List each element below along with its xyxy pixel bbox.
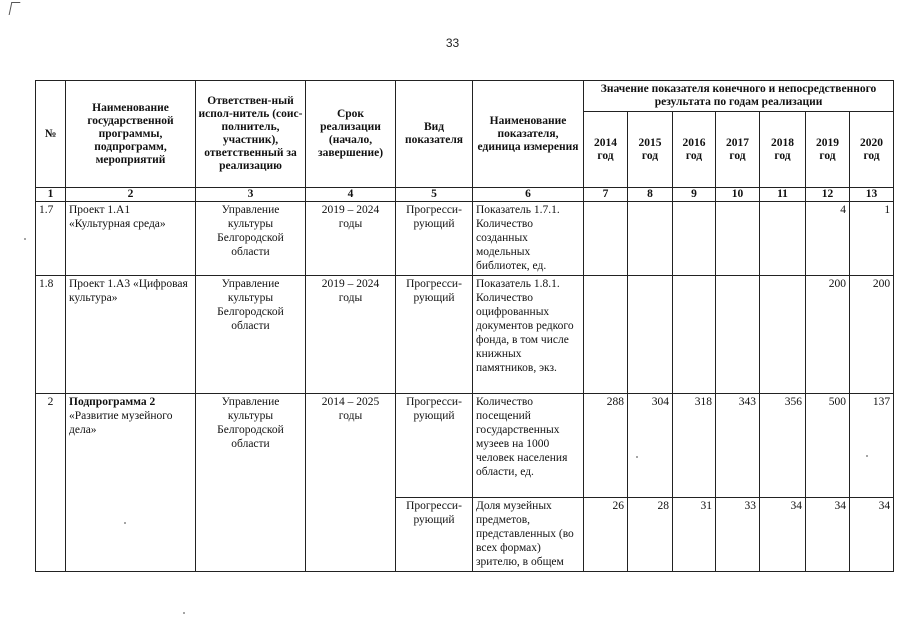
row-executor: Управление культуры Белгородской области xyxy=(196,276,306,394)
value-2014: 288 xyxy=(584,394,628,498)
value-2015 xyxy=(628,202,673,276)
header-col-type: Вид показателя xyxy=(396,81,473,188)
row-indicator-type: Прогресси-рующий xyxy=(396,276,473,394)
value-2015: 304 xyxy=(628,394,673,498)
table-row xyxy=(36,276,894,394)
header-year-2020: 2020 год xyxy=(850,112,894,188)
value-2014 xyxy=(584,202,628,276)
column-number: 7 xyxy=(584,188,628,202)
header-year-2014: 2014 год xyxy=(584,112,628,188)
value-2018 xyxy=(760,202,806,276)
value-2017 xyxy=(716,276,760,394)
scan-speck xyxy=(24,238,26,240)
page-number: 33 xyxy=(445,36,460,50)
row-name: Проект 1.А1 «Культурная среда» xyxy=(66,202,196,276)
header-col-name: Наименование государственной программы, подпрограмм, мероприятий xyxy=(66,81,196,188)
row-term: 2014 – 2025 годы xyxy=(306,394,396,572)
column-number: 9 xyxy=(673,188,716,202)
header-year-2019: 2019 год xyxy=(806,112,850,188)
header-year-2017: 2017 год xyxy=(716,112,760,188)
value-2016: 318 xyxy=(673,394,716,498)
column-number: 1 xyxy=(36,188,66,202)
corner-scan-mark xyxy=(9,2,21,15)
header-year-2015: 2015 год xyxy=(628,112,673,188)
column-number: 5 xyxy=(396,188,473,202)
header-col-no: № xyxy=(36,81,66,188)
column-number: 8 xyxy=(628,188,673,202)
column-number: 3 xyxy=(196,188,306,202)
value-2020: 200 xyxy=(850,276,894,394)
row-number: 2 xyxy=(36,394,66,572)
row-executor: Управление культуры Белгородской области xyxy=(196,202,306,276)
row-executor: Управление культуры Белгородской области xyxy=(196,394,306,572)
row-indicator-type: Прогресси-рующий xyxy=(396,498,473,572)
table-row xyxy=(36,202,894,276)
header-col-exec: Ответствен-ный испол-нитель (соис-полнитель, участник), ответственный за реализацию xyxy=(196,81,306,188)
value-2020: 34 xyxy=(850,498,894,572)
scan-speck xyxy=(124,522,126,524)
scan-speck xyxy=(183,612,185,614)
header-col-indicator: Наименование показателя, единица измерения xyxy=(473,81,584,188)
row-indicator-name: Показатель 1.7.1. Количество созданных модельных библиотек, ед. xyxy=(473,202,584,276)
column-number: 2 xyxy=(66,188,196,202)
row-indicator-name: Показатель 1.8.1. Количество оцифрованных документов редкого фонда, в том числе книжных памятников, экз. xyxy=(473,276,584,394)
value-2015: 28 xyxy=(628,498,673,572)
table-row xyxy=(36,394,894,498)
header-row-top xyxy=(36,81,894,112)
value-2019: 4 xyxy=(806,202,850,276)
value-2018: 356 xyxy=(760,394,806,498)
scan-speck xyxy=(636,456,638,458)
column-number: 6 xyxy=(473,188,584,202)
row-indicator-type: Прогресси-рующий xyxy=(396,202,473,276)
header-year-2018: 2018 год xyxy=(760,112,806,188)
value-2016: 31 xyxy=(673,498,716,572)
value-2019: 34 xyxy=(806,498,850,572)
row-term: 2019 – 2024 годы xyxy=(306,276,396,394)
value-2017 xyxy=(716,202,760,276)
value-2017: 343 xyxy=(716,394,760,498)
column-number: 12 xyxy=(806,188,850,202)
value-2014: 26 xyxy=(584,498,628,572)
row-indicator-name: Количество посещений государственных музеев на 1000 человек населения области, ед. xyxy=(473,394,584,498)
row-name xyxy=(66,394,196,572)
value-2019: 200 xyxy=(806,276,850,394)
value-2019: 500 xyxy=(806,394,850,498)
value-2017: 33 xyxy=(716,498,760,572)
row-term: 2019 – 2024 годы xyxy=(306,202,396,276)
header-col-term: Срок реализации (начало, завершение) xyxy=(306,81,396,188)
value-2015 xyxy=(628,276,673,394)
row-number: 1.7 xyxy=(36,202,66,276)
scan-speck xyxy=(866,455,868,457)
row-indicator-type: Прогресси-рующий xyxy=(396,394,473,498)
value-2018 xyxy=(760,276,806,394)
subprogram-subtitle: «Развитие музейного дела» xyxy=(69,410,173,436)
row-number: 1.8 xyxy=(36,276,66,394)
value-2020: 1 xyxy=(850,202,894,276)
column-number: 11 xyxy=(760,188,806,202)
column-number: 4 xyxy=(306,188,396,202)
header-values-group: Значение показателя конечного и непосредственного результата по годам реализации xyxy=(584,81,894,112)
value-2018: 34 xyxy=(760,498,806,572)
subprogram-title: Подпрограмма 2 xyxy=(69,396,156,408)
header-year-2016: 2016 год xyxy=(673,112,716,188)
indicator-table xyxy=(35,80,894,572)
row-name: Проект 1.А3 «Цифровая культура» xyxy=(66,276,196,394)
value-2014 xyxy=(584,276,628,394)
column-number: 13 xyxy=(850,188,894,202)
value-2020: 137 xyxy=(850,394,894,498)
row-indicator-name: Доля музейных предметов, представленных (во всех формах) зрителю, в общем xyxy=(473,498,584,572)
value-2016 xyxy=(673,202,716,276)
value-2016 xyxy=(673,276,716,394)
column-number-row xyxy=(36,188,894,202)
column-number: 10 xyxy=(716,188,760,202)
